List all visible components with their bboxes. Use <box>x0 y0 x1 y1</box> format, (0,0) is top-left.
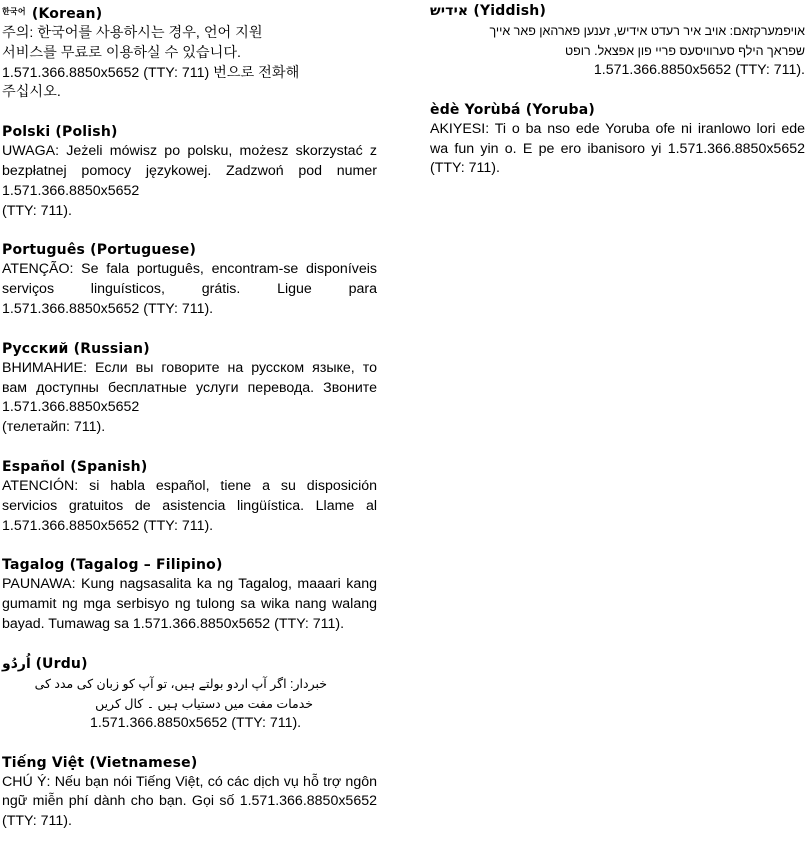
heading-korean <box>2 2 377 24</box>
heading-korean-native: 한국어 <box>2 7 26 16</box>
body-yiddish-line3: 1.571.366.8850x5652 (TTY: 711). <box>593 62 805 78</box>
body-korean <box>2 24 377 103</box>
body-portuguese: ATENÇÃO: Se fala português, encontram-se disponíveis serviços linguísticos, grátis. Ligue para 1.571.366.8850x5652 (TTY: 711). <box>2 261 377 317</box>
heading-yoruba-native: èdè Yorùbá <box>430 101 521 118</box>
body-tagalog: PAUNAWA: Kung nagsasalita ka ng Tagalog, maaari kang gumamit ng mga serbisyo ng tulong sa wika nang walang bayad. Tumawag sa 1.571.366.8850x5652 (TTY: 711). <box>2 576 377 632</box>
heading-russian-native: Русский <box>2 340 69 357</box>
body-yoruba: AKIYESI: Ti o ba nso ede Yoruba ofe ni iranlowo lori ede wa fun yin o. E pe ero ibanisoro yi 1.571.366.8850x5652 (TTY: 711). <box>430 120 805 177</box>
spacer <box>2 103 377 123</box>
spacer <box>2 734 377 754</box>
body-yiddish-line1: אויפמערקזאם: אויב איר רעדט אידיש, זענען פארהאן פאר אייך <box>489 24 805 38</box>
spacer <box>2 320 377 340</box>
body-vietnamese: CHÚ Ý: Nếu bạn nói Tiếng Việt, có các dịch vụ hỗ trợ ngôn ngữ miễn phí dành cho bạn. Gọi số 1.571.366.8850x5652 (TTY: 711). <box>2 773 377 830</box>
heading-vietnamese <box>2 754 377 773</box>
heading-urdu-native: اُردُو <box>2 655 31 672</box>
body-urdu-line2: خدمات مفت میں دستیاب ہیں ۔ کال کریں <box>95 696 313 711</box>
right-column <box>430 2 805 179</box>
heading-yoruba <box>430 101 805 120</box>
notice-korean <box>2 2 377 103</box>
heading-urdu <box>2 655 377 674</box>
body-polish-tail: (TTY: 711). <box>2 202 72 219</box>
left-column <box>2 2 377 832</box>
spacer <box>2 221 377 241</box>
spacer <box>430 81 805 101</box>
notice-yoruba <box>430 101 805 179</box>
notice-spanish <box>2 458 377 536</box>
body-spanish: ATENCIÓN: si habla español, tiene a su disposición servicios gratuitos de asistencia lingüística. Llame al 1.571.366.8850x5652 (TTY: 711). <box>2 477 377 534</box>
heading-urdu-english: (Urdu) <box>35 655 88 672</box>
heading-vietnamese-english: (Vietnamese) <box>89 754 198 771</box>
heading-tagalog-english: (Tagalog – Filipino) <box>69 557 223 574</box>
heading-tagalog-native: Tagalog <box>2 557 65 574</box>
heading-spanish-native: Español <box>2 458 66 475</box>
heading-russian <box>2 340 377 359</box>
body-korean-line2: 서비스를 무료로 이용하실 수 있습니다. <box>2 44 241 61</box>
heading-russian-english: (Russian) <box>73 340 150 357</box>
body-yiddish-line2: שפראך הילף סערוויסעס פריי פון אפצאל. רופט <box>564 44 805 58</box>
heading-yiddish <box>430 2 805 21</box>
spacer <box>2 635 377 655</box>
heading-spanish-english: (Spanish) <box>70 458 148 475</box>
notice-russian <box>2 340 377 438</box>
spacer <box>2 536 377 556</box>
heading-polish-english: (Polish) <box>55 124 118 141</box>
notice-polish <box>2 123 377 221</box>
body-korean-line3: 1.571.366.8850x5652 (TTY: 711) 번으로 전화해 <box>2 64 300 81</box>
heading-portuguese-native: Português <box>2 242 86 259</box>
notice-yiddish <box>430 2 805 81</box>
heading-tagalog <box>2 556 377 575</box>
body-polish: UWAGA: Jeżeli mówisz po polsku, możesz skorzystać z bezpłatnej pomocy językowej. Zadzwoń pod numer 1.571.366.8850x5652 <box>2 143 377 199</box>
notice-tagalog <box>2 556 377 634</box>
heading-yiddish-english: (Yiddish) <box>473 3 547 19</box>
notice-vietnamese <box>2 754 377 832</box>
heading-portuguese <box>2 241 377 260</box>
heading-yiddish-native: אידיש <box>430 3 469 19</box>
body-russian: ВНИМАНИЕ: Если вы говорите на русском языке, то вам доступны бесплатные услуги перевода. Звоните 1.571.366.8850x5652 <box>2 359 377 416</box>
body-russian-tail: (телетайп: 711). <box>2 419 106 436</box>
spacer <box>2 438 377 458</box>
heading-spanish <box>2 458 377 477</box>
body-korean-line1: 주의: 한국어를 사용하시는 경우, 언어 지원 <box>2 25 263 41</box>
notice-urdu <box>2 655 377 734</box>
body-urdu-line1: خبردار: اگر آپ اردو بولتے ہیں، تو آپ کو زبان کی مدد کی <box>34 676 327 691</box>
heading-polish-native: Polski <box>2 124 51 141</box>
body-urdu-line3: 1.571.366.8850x5652 (TTY: 711). <box>90 714 302 731</box>
heading-polish <box>2 123 377 142</box>
body-korean-line4: 주십시오. <box>2 84 61 101</box>
heading-korean-english: (Korean) <box>31 6 103 22</box>
heading-portuguese-english: (Portuguese) <box>90 242 197 259</box>
heading-yoruba-english: (Yoruba) <box>525 101 595 118</box>
notice-portuguese <box>2 241 377 319</box>
heading-vietnamese-native: Tiếng Việt <box>2 754 85 771</box>
